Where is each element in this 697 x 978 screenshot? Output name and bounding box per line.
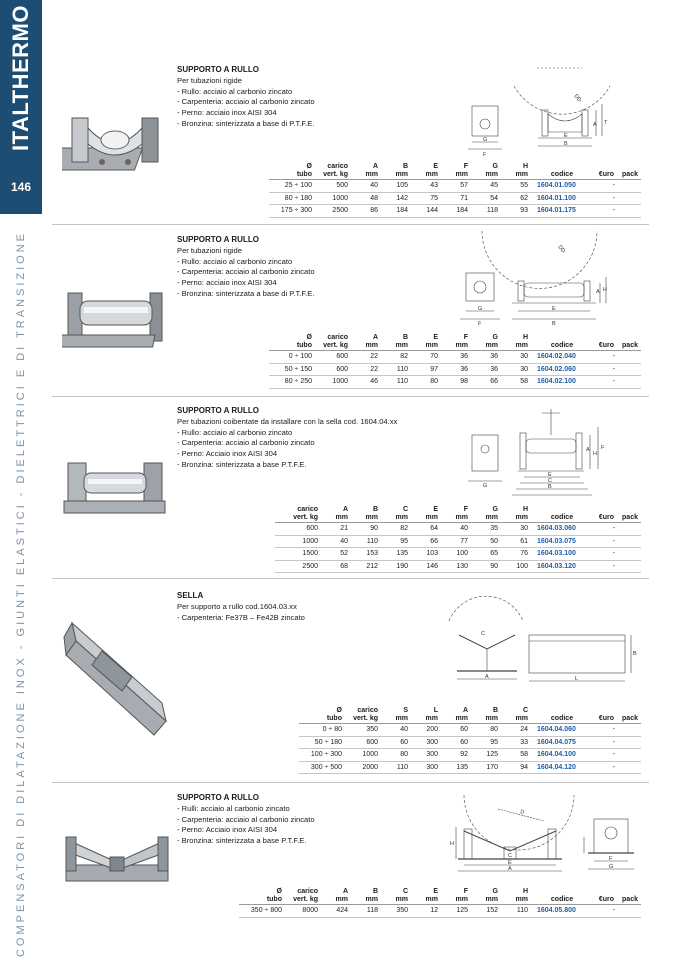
product-title: SUPPORTO A RULLO <box>177 235 259 244</box>
product-section-3 <box>52 399 649 579</box>
drawing-label: A <box>596 289 600 295</box>
v-roller-support-photo <box>62 825 172 895</box>
drawing-label: F <box>483 152 487 158</box>
spec-table <box>269 162 641 218</box>
price: - <box>593 363 617 376</box>
category-label: COMPENSATORI DI DILATAZIONE INOX - GIUNTI ELASTICI - DIELETTRICI E DI TRANSIZIONE <box>15 230 27 958</box>
table-row: 1500 52 153 135 103 100 65 76 1604.03.100 - <box>275 548 641 561</box>
drawing-label: B <box>564 141 568 147</box>
product-code: 1604.05.800 <box>531 905 593 918</box>
col-header: pack <box>617 706 641 724</box>
product-description <box>177 65 315 130</box>
drawing-label: G <box>609 864 614 870</box>
drawing-label: E <box>548 472 552 478</box>
desc-line: - Bronzina: sinterizzata a base P.T.F.E. <box>177 836 307 846</box>
table-row: 0 ÷ 100 600 22 82 70 36 36 30 1604.02.040 - <box>269 351 641 364</box>
product-title: SUPPORTO A RULLO <box>177 406 259 415</box>
col-header: F mm <box>441 505 471 523</box>
col-header: Ø tubo <box>269 333 315 351</box>
table-row: 1000 40 110 95 66 77 50 61 1604.03.075 - <box>275 535 641 548</box>
table-header <box>299 706 641 724</box>
product-code: 1604.03.100 <box>531 548 593 561</box>
price: - <box>593 749 617 762</box>
desc-line: - Bronzina: sinterizzata a base di P.T.F.E. <box>177 288 315 298</box>
col-header: C mm <box>381 887 411 905</box>
drawing-label: B <box>552 321 556 327</box>
desc-line: - Rulli: acciaio al carbonio zincato <box>177 803 290 813</box>
col-header: A mm <box>351 333 381 351</box>
drawing-label: E <box>564 133 568 139</box>
drawing-label: E <box>552 306 556 312</box>
col-header: €uro <box>593 706 617 724</box>
product-code: 1604.04.120 <box>531 761 593 774</box>
col-header: Ø tubo <box>299 706 345 724</box>
col-header: codice <box>531 333 593 351</box>
col-header: B mm <box>351 887 381 905</box>
price: - <box>593 905 617 918</box>
page-number: 146 <box>10 180 32 194</box>
drawing-label: DD <box>572 93 583 104</box>
col-header: S mm <box>381 706 411 724</box>
technical-drawing <box>452 227 612 327</box>
table-header <box>275 505 641 523</box>
col-header: E mm <box>411 505 441 523</box>
col-header: carico vert. kg <box>345 706 381 724</box>
drawing-label: DD <box>556 244 567 255</box>
product-description <box>177 235 315 300</box>
col-header: B mm <box>381 333 411 351</box>
drawing-label: A <box>586 447 590 453</box>
desc-line: - Rullo: acciaio al carbonio zincato <box>177 86 293 96</box>
product-code: 1604.03.120 <box>531 560 593 573</box>
desc-line: Per supporto a rullo cod.1604.03.xx <box>177 601 297 611</box>
desc-line: - Perno: acciaio inox AISI 304 <box>177 108 277 118</box>
col-header: €uro <box>593 505 617 523</box>
col-header: pack <box>617 887 641 905</box>
table-header <box>269 333 641 351</box>
technical-drawing <box>444 791 644 881</box>
col-header: codice <box>531 505 593 523</box>
price: - <box>593 205 617 218</box>
table-row: 2500 68 212 190 146 130 90 100 1604.03.120 - <box>275 560 641 573</box>
col-header: A mm <box>351 162 381 180</box>
desc-line: - Rullo: acciaio al carbonio zincato <box>177 427 293 437</box>
desc-line: - Bronzina: sinterizzata a base di P.T.F.E. <box>177 118 315 128</box>
product-code: 1604.03.060 <box>531 523 593 536</box>
col-header: L mm <box>411 706 441 724</box>
drawing-label: A <box>485 674 489 680</box>
product-section-2 <box>52 227 649 397</box>
col-header: E mm <box>411 162 441 180</box>
price: - <box>593 351 617 364</box>
col-header: F mm <box>441 333 471 351</box>
drawing-label: A <box>593 122 597 128</box>
drawing-label: G <box>483 483 488 489</box>
drawing-label: E <box>508 860 512 866</box>
price: - <box>593 535 617 548</box>
table-row: 600 21 90 82 64 40 35 30 1604.03.060 - <box>275 523 641 536</box>
spec-table <box>275 505 641 573</box>
product-title: SELLA <box>177 591 204 600</box>
product-description <box>177 591 305 623</box>
product-code: 1604.01.100 <box>531 192 593 205</box>
col-header: E mm <box>411 887 441 905</box>
roller-support-photo <box>62 283 167 353</box>
technical-drawing <box>437 591 637 691</box>
desc-line: - Bronzina: sinterizzata a base P.T.F.E. <box>177 459 307 469</box>
col-header: codice <box>531 887 593 905</box>
table-row: 50 ÷ 150 600 22 110 97 36 36 30 1604.02.060 - <box>269 363 641 376</box>
table-row: 100 ÷ 300 1000 80 300 92 125 58 1604.04.100 - <box>299 749 641 762</box>
table-row: 300 ÷ 500 2000 110 300 135 170 94 1604.04.120 - <box>299 761 641 774</box>
desc-line: Per tubazioni rigide <box>177 245 243 255</box>
drawing-label: H <box>450 841 454 847</box>
col-header: F mm <box>441 162 471 180</box>
col-header: carico vert. kg <box>285 887 321 905</box>
drawing-label: B <box>548 484 552 490</box>
table-row: 50 ÷ 180 600 60 300 60 95 33 1604.04.075 - <box>299 736 641 749</box>
product-code: 1604.02.100 <box>531 376 593 389</box>
product-code: 1604.02.040 <box>531 351 593 364</box>
col-header: carico vert. kg <box>315 162 351 180</box>
col-header: C mm <box>501 706 531 724</box>
drawing-label: T <box>604 120 608 126</box>
price: - <box>593 523 617 536</box>
col-header: H mm <box>501 887 531 905</box>
col-header: codice <box>531 162 593 180</box>
col-header: H mm <box>501 333 531 351</box>
product-code: 1604.04.075 <box>531 736 593 749</box>
sidebar <box>0 0 42 978</box>
drawing-label: G <box>478 306 483 312</box>
col-header: F mm <box>441 887 471 905</box>
drawing-label: C <box>508 853 512 859</box>
product-title: SUPPORTO A RULLO <box>177 793 259 802</box>
desc-line: - Carpenteria: acciaio al carbonio zincato <box>177 814 315 824</box>
table-row: 25 ÷ 100 500 40 105 43 57 45 55 1604.01.050 - <box>269 180 641 193</box>
table-row: 80 ÷ 180 1000 48 142 75 71 54 62 1604.01.100 - <box>269 192 641 205</box>
col-header: G mm <box>471 505 501 523</box>
product-section-5 <box>52 785 649 935</box>
col-header: G mm <box>471 887 501 905</box>
price: - <box>593 376 617 389</box>
col-header: B mm <box>351 505 381 523</box>
desc-line: - Carpenteria: acciaio al carbonio zincato <box>177 97 315 107</box>
col-header: H mm <box>501 162 531 180</box>
product-section-4 <box>52 581 649 783</box>
col-header: €uro <box>593 887 617 905</box>
product-code: 1604.03.075 <box>531 535 593 548</box>
drawing-label: H <box>603 287 607 293</box>
product-code: 1604.04.100 <box>531 749 593 762</box>
col-header: carico vert. kg <box>315 333 351 351</box>
price: - <box>593 560 617 573</box>
col-header: G mm <box>471 333 501 351</box>
table-row: 350 ÷ 800 8000 424 118 350 12 125 152 110 1604.05.800 - <box>239 905 641 918</box>
drawing-label: F <box>601 445 605 451</box>
drawing-label: F <box>609 856 613 862</box>
table-header <box>269 162 641 180</box>
spec-table <box>299 706 641 774</box>
drawing-label: C <box>548 478 552 484</box>
desc-line: Per tubazioni coibentate da installare con la sella cod. 1604.04.xx <box>177 416 398 426</box>
saddle-photo <box>62 611 172 741</box>
drawing-label: H <box>593 451 597 457</box>
col-header: pack <box>617 162 641 180</box>
col-header: Ø tubo <box>239 887 285 905</box>
desc-line: - Rullo: acciaio al carbonio zincato <box>177 256 293 266</box>
price: - <box>593 180 617 193</box>
col-header: G mm <box>471 162 501 180</box>
price: - <box>593 724 617 737</box>
product-description <box>177 793 315 847</box>
drawing-label: A <box>508 866 512 872</box>
spec-table <box>269 333 641 389</box>
drawing-label: L <box>575 676 579 682</box>
price: - <box>593 548 617 561</box>
table-row: 0 ÷ 80 350 40 200 60 80 24 1604.04.060 - <box>299 724 641 737</box>
drawing-label: C <box>481 631 485 637</box>
desc-line: - Carpenteria: Fe37B – Fe42B zincato <box>177 612 305 622</box>
drawing-label: F <box>478 321 482 327</box>
technical-drawing <box>462 66 612 158</box>
col-header: codice <box>531 706 593 724</box>
col-header: A mm <box>441 706 471 724</box>
col-header: €uro <box>593 162 617 180</box>
product-code: 1604.04.060 <box>531 724 593 737</box>
table-row: 80 ÷ 250 1000 46 110 80 98 66 58 1604.02.100 - <box>269 376 641 389</box>
drawing-label: B <box>633 651 637 657</box>
col-header: pack <box>617 505 641 523</box>
product-section-1 <box>52 58 649 225</box>
roller-support-photo <box>62 100 167 190</box>
col-header: A mm <box>321 887 351 905</box>
col-header: E mm <box>411 333 441 351</box>
col-header: C mm <box>381 505 411 523</box>
spec-table <box>239 887 641 918</box>
desc-line: - Perno: acciaio inox AISI 304 <box>177 278 277 288</box>
technical-drawing <box>462 405 612 501</box>
col-header: A mm <box>321 505 351 523</box>
price: - <box>593 736 617 749</box>
drawing-label: D <box>519 809 525 816</box>
drawing-label: G <box>483 137 488 143</box>
price: - <box>593 192 617 205</box>
desc-line: - Carpenteria: acciaio al carbonio zincato <box>177 438 315 448</box>
product-code: 1604.01.050 <box>531 180 593 193</box>
brand-logo: ITALTHERMO <box>8 5 33 151</box>
price: - <box>593 761 617 774</box>
col-header: B mm <box>381 162 411 180</box>
desc-line: - Perno: Acciaio inox AISI 304 <box>177 449 278 459</box>
desc-line: Per tubazioni rigide <box>177 75 243 85</box>
desc-line: - Perno: Acciaio inox AISI 304 <box>177 825 278 835</box>
product-code: 1604.01.175 <box>531 205 593 218</box>
product-description <box>177 406 397 471</box>
table-header <box>239 887 641 905</box>
roller-support-photo <box>62 453 167 519</box>
desc-line: - Carpenteria: acciaio al carbonio zincato <box>177 267 315 277</box>
table-row: 175 ÷ 300 2500 86 184 144 184 118 93 1604.01.175 - <box>269 205 641 218</box>
col-header: pack <box>617 333 641 351</box>
col-header: Ø tubo <box>269 162 315 180</box>
col-header: H mm <box>501 505 531 523</box>
col-header: B mm <box>471 706 501 724</box>
col-header: carico vert. kg <box>275 505 321 523</box>
product-code: 1604.02.060 <box>531 363 593 376</box>
col-header: €uro <box>593 333 617 351</box>
product-title: SUPPORTO A RULLO <box>177 65 259 74</box>
